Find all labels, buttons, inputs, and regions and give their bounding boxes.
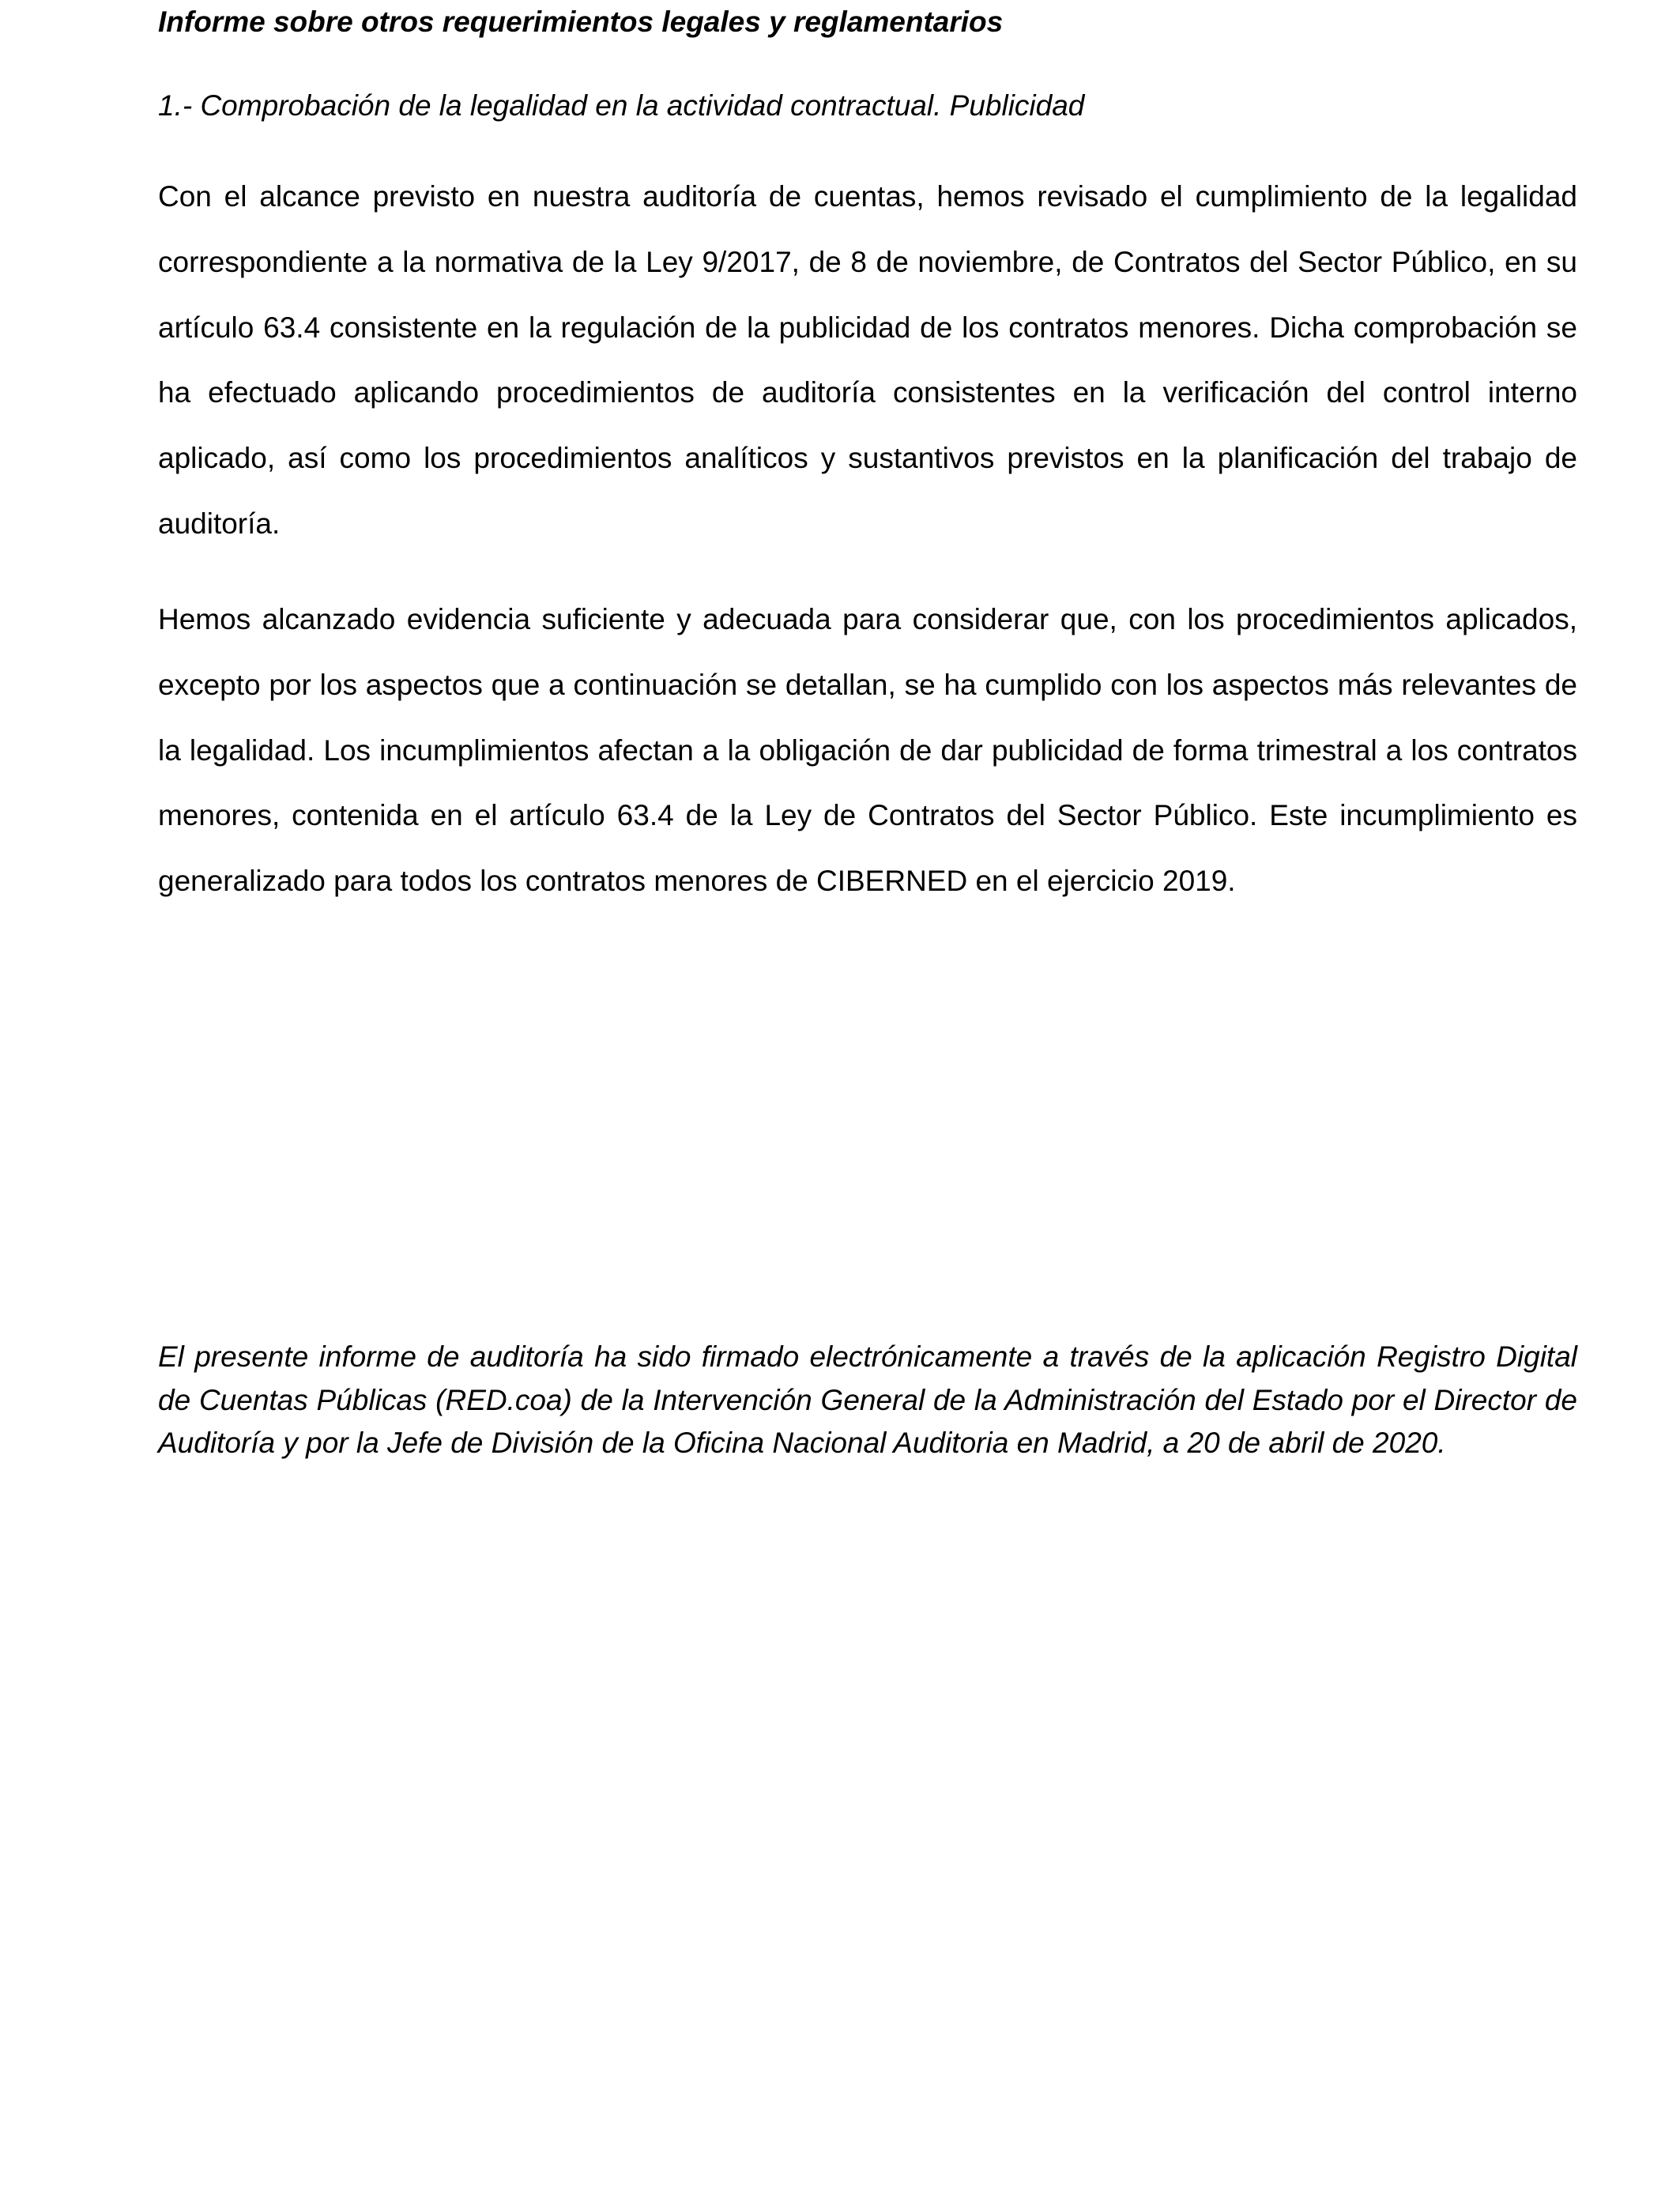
paragraph-scope: Con el alcance previsto en nuestra auditoría de cuentas, hemos revisado el cumplimiento de la legalidad correspondiente a la normativa de la Ley 9/2017, de 8 de noviembre, de Contratos del Sector Público, en su artículo 63.4 consistente en la regulación de la publicidad de los contratos menores. Dicha comprobación se ha efectuado aplicando procedimientos de auditoría consistentes en la verificación del control interno aplicado, así como los procedimientos analíticos y sustantivos previstos en la planificación del trabajo de auditoría. bbox=[158, 180, 1577, 540]
section-heading: Informe sobre otros requerimientos legales y reglamentarios bbox=[158, 6, 1004, 38]
subsection-heading: 1.- Comprobación de la legalidad en la actividad contractual. Publicidad bbox=[158, 89, 1085, 122]
paragraph-findings: Hemos alcanzado evidencia suficiente y adecuada para considerar que, con los procedimientos aplicados, excepto por los aspectos que a continuación se detallan, se ha cumplido con los aspectos más relevantes de la legalidad. Los incumplimientos afectan a la obligación de dar publicidad de forma trimestral a los contratos menores, contenida en el artículo 63.4 de la Ley de Contratos del Sector Público. Este incumplimiento es generalizado para todos los contratos menores de CIBERNED en el ejercicio 2019. bbox=[158, 603, 1577, 898]
signature-note: El presente informe de auditoría ha sido firmado electrónicamente a través de la aplicación Registro Digital de Cuentas Públicas (RED.coa) de la Intervención General de la Administración del Estado por el Director de Auditoría y por la Jefe de División de la Oficina Nacional Auditoria en Madrid, a 20 de abril de 2020. bbox=[158, 1340, 1577, 1460]
